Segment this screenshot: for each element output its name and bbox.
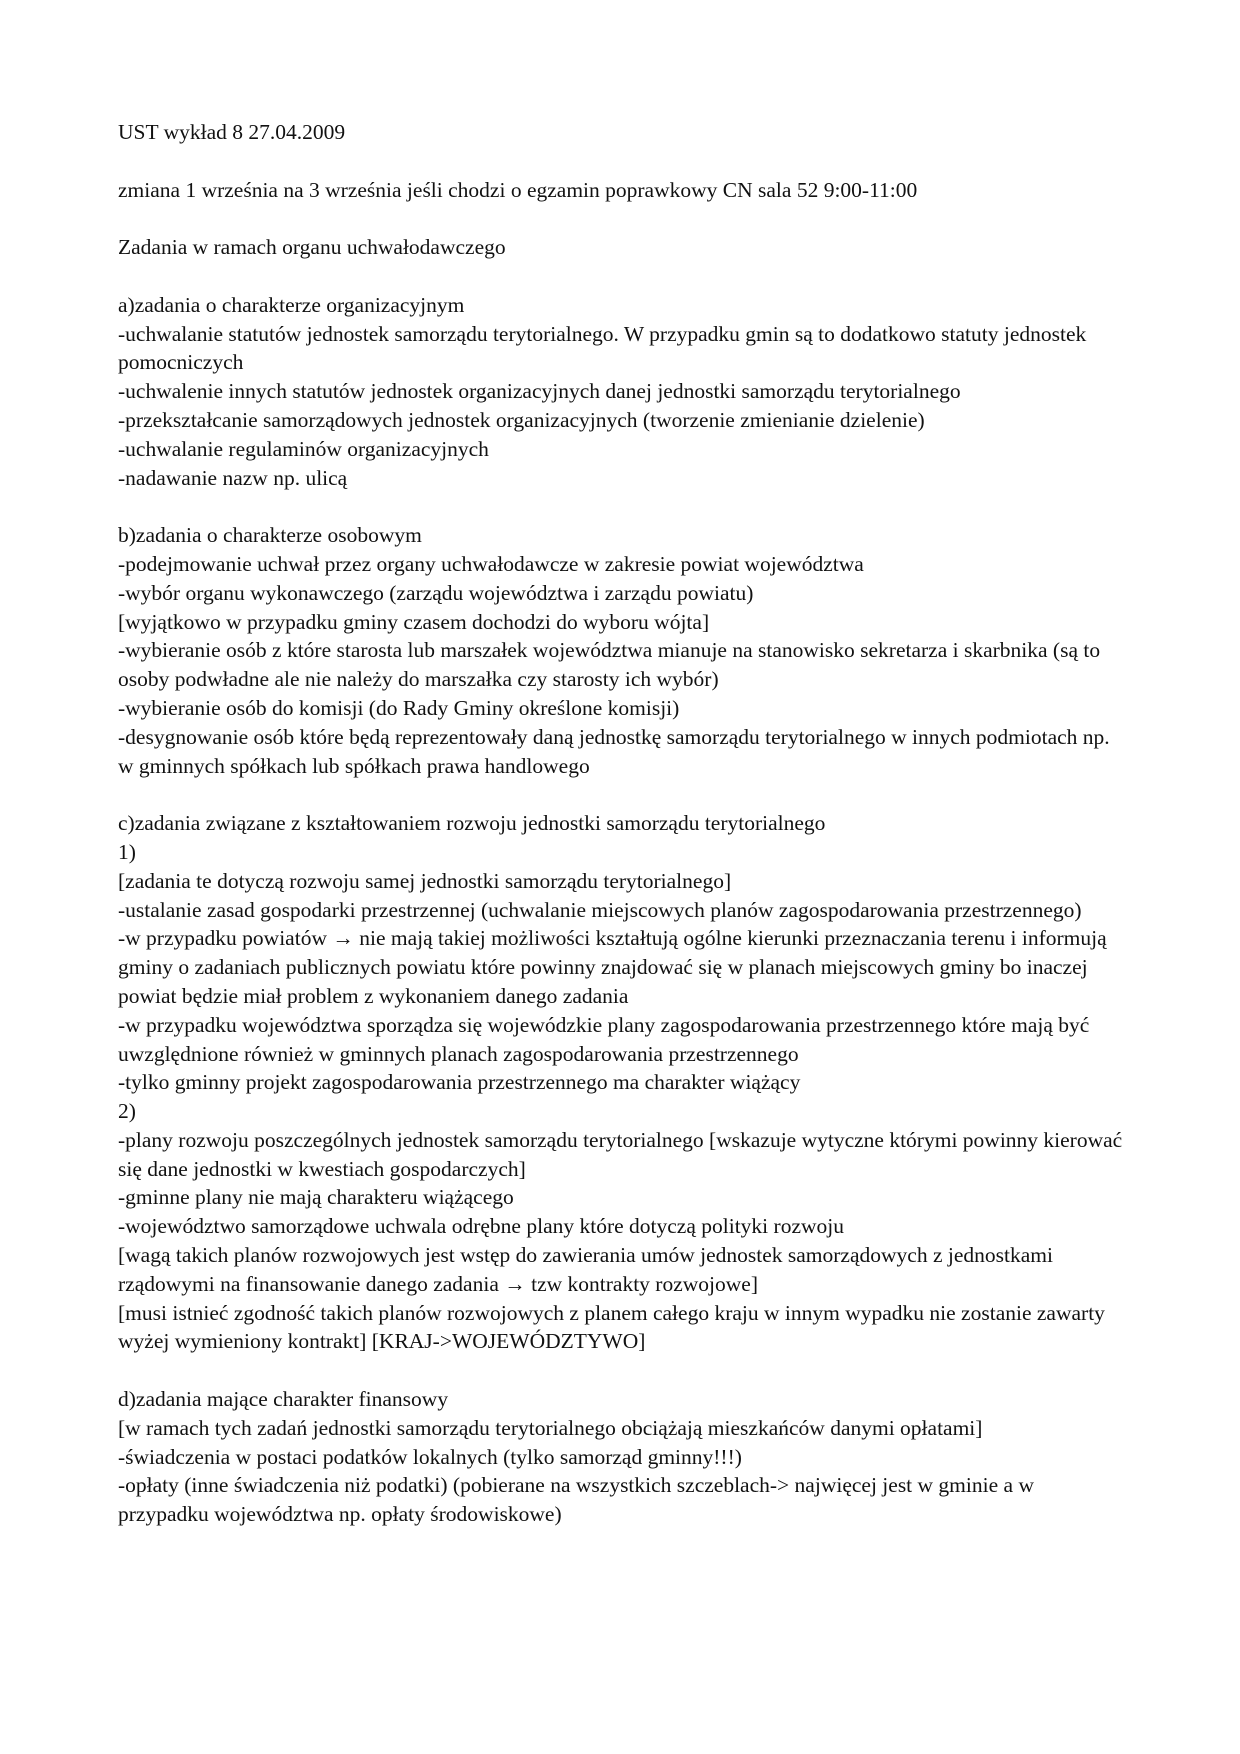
list-item: -desygnowanie osób które będą reprezentowały daną jednostkę samorządu terytorialnego w innych podmiotach np. w gminnych spółkach lub spółkach prawa handlowego xyxy=(118,724,1110,778)
list-item: -podejmowanie uchwał przez organy uchwałodawcze w zakresie powiat województwa xyxy=(118,551,864,576)
list-item: -przekształcanie samorządowych jednostek organizacyjnych (tworzenie zmienianie dzielenie) xyxy=(118,407,925,432)
section-heading xyxy=(118,233,1128,262)
list-item: -opłaty (inne świadczenia niż podatki) (pobierane na wszystkich szczeblach-> najwięcej jest w gminie a w przypadku województwa np. opłaty środowiskowe) xyxy=(118,1473,1034,1527)
list-item: -wybór organu wykonawczego (zarządu województwa i zarządu powiatu) xyxy=(118,580,754,605)
list-item: -województwo samorządowe uchwala odrębne plany które dotyczą polityki rozwoju xyxy=(118,1214,844,1239)
notice-paragraph xyxy=(118,176,1128,205)
section-organizational xyxy=(118,291,1128,493)
list-item: -w przypadku powiatów → nie mają takiej możliwości kształtują ogólne kierunki przeznaczania terenu i informują gminy o zadaniach publicznych powiatu które powinny znajdować się w planach miejscowych gminy bo inaczej powiat będzie miał problem z wykonaniem danego zadania xyxy=(118,926,1107,1008)
list-item: -plany rozwoju poszczególnych jednostek samorządu terytorialnego [wskazuje wytyczne którymi powinny kierować się dane jednostki w kwestiach gospodarczych] xyxy=(118,1127,1123,1181)
list-item: -tylko gminny projekt zagospodarowania przestrzennego ma charakter wiążący xyxy=(118,1070,801,1095)
list-item: -uchwalenie innych statutów jednostek organizacyjnych danej jednostki samorządu terytorialnego xyxy=(118,379,961,404)
list-item: -wybieranie osób do komisji (do Rady Gminy określone komisji) xyxy=(118,695,680,720)
section-title: a)zadania o charakterze organizacyjnym xyxy=(118,292,465,317)
section-financial xyxy=(118,1385,1128,1529)
section-personnel xyxy=(118,521,1128,780)
document-title xyxy=(118,118,1128,147)
title-line: UST wykład 8 27.04.2009 xyxy=(118,120,346,144)
heading-line: Zadania w ramach organu uchwałodawczego xyxy=(118,235,506,260)
list-item: -gminne plany nie mają charakteru wiążącego xyxy=(118,1185,514,1210)
list-item: -nadawanie nazw np. ulicą xyxy=(118,465,348,490)
list-item: [musi istnieć zgodność takich planów rozwojowych z planem całego kraju w innym wypadku nie zostanie zawarty wyżej wymieniony kontrakt] [KRAJ->WOJEWÓDZTYWO] xyxy=(118,1300,1105,1354)
list-item: -świadczenia w postaci podatków lokalnych (tylko samorząd gminny!!!) xyxy=(118,1444,742,1469)
list-item: 1) xyxy=(118,839,136,864)
list-item: [wagą takich planów rozwojowych jest wstęp do zawierania umów jednostek samorządowych z jednostkami rządowymi na finansowanie danego zadania → tzw kontrakty rozwojowe] xyxy=(118,1243,1053,1296)
list-item: -w przypadku województwa sporządza się wojewódzkie plany zagospodarowania przestrzennego które mają być uwzględnione również w gminnych planach zagospodarowania przestrzennego xyxy=(118,1012,1090,1066)
document-body xyxy=(118,118,1128,1529)
list-item: 2) xyxy=(118,1099,136,1124)
section-title: c)zadania związane z kształtowaniem rozwoju jednostki samorządu terytorialnego xyxy=(118,811,826,836)
list-item: -uchwalanie statutów jednostek samorządu terytorialnego. W przypadku gmin są to dodatkowo statuty jednostek pomocniczych xyxy=(118,321,1087,375)
list-item: [wyjątkowo w przypadku gminy czasem dochodzi do wyboru wójta] xyxy=(118,609,710,634)
list-item: [zadania te dotyczą rozwoju samej jednostki samorządu terytorialnego] xyxy=(118,868,732,893)
list-item: -ustalanie zasad gospodarki przestrzennej (uchwalanie miejscowych planów zagospodarowania przestrzennego) xyxy=(118,897,1082,922)
section-title: d)zadania mające charakter finansowy xyxy=(118,1387,449,1412)
section-development xyxy=(118,809,1128,1356)
list-item: [w ramach tych zadań jednostki samorządu terytorialnego obciążają mieszkańców danymi opłatami] xyxy=(118,1415,983,1440)
section-title: b)zadania o charakterze osobowym xyxy=(118,523,422,548)
list-item: -wybieranie osób z które starosta lub marszałek województwa mianuje na stanowisko sekretarza i skarbnika (są to osoby podwładne ale nie należy do marszałka czy starosty ich wybór) xyxy=(118,638,1101,692)
list-item: -uchwalanie regulaminów organizacyjnych xyxy=(118,436,489,461)
notice-line: zmiana 1 września na 3 września jeśli chodzi o egzamin poprawkowy CN sala 52 9:00-11:00 xyxy=(118,177,918,202)
